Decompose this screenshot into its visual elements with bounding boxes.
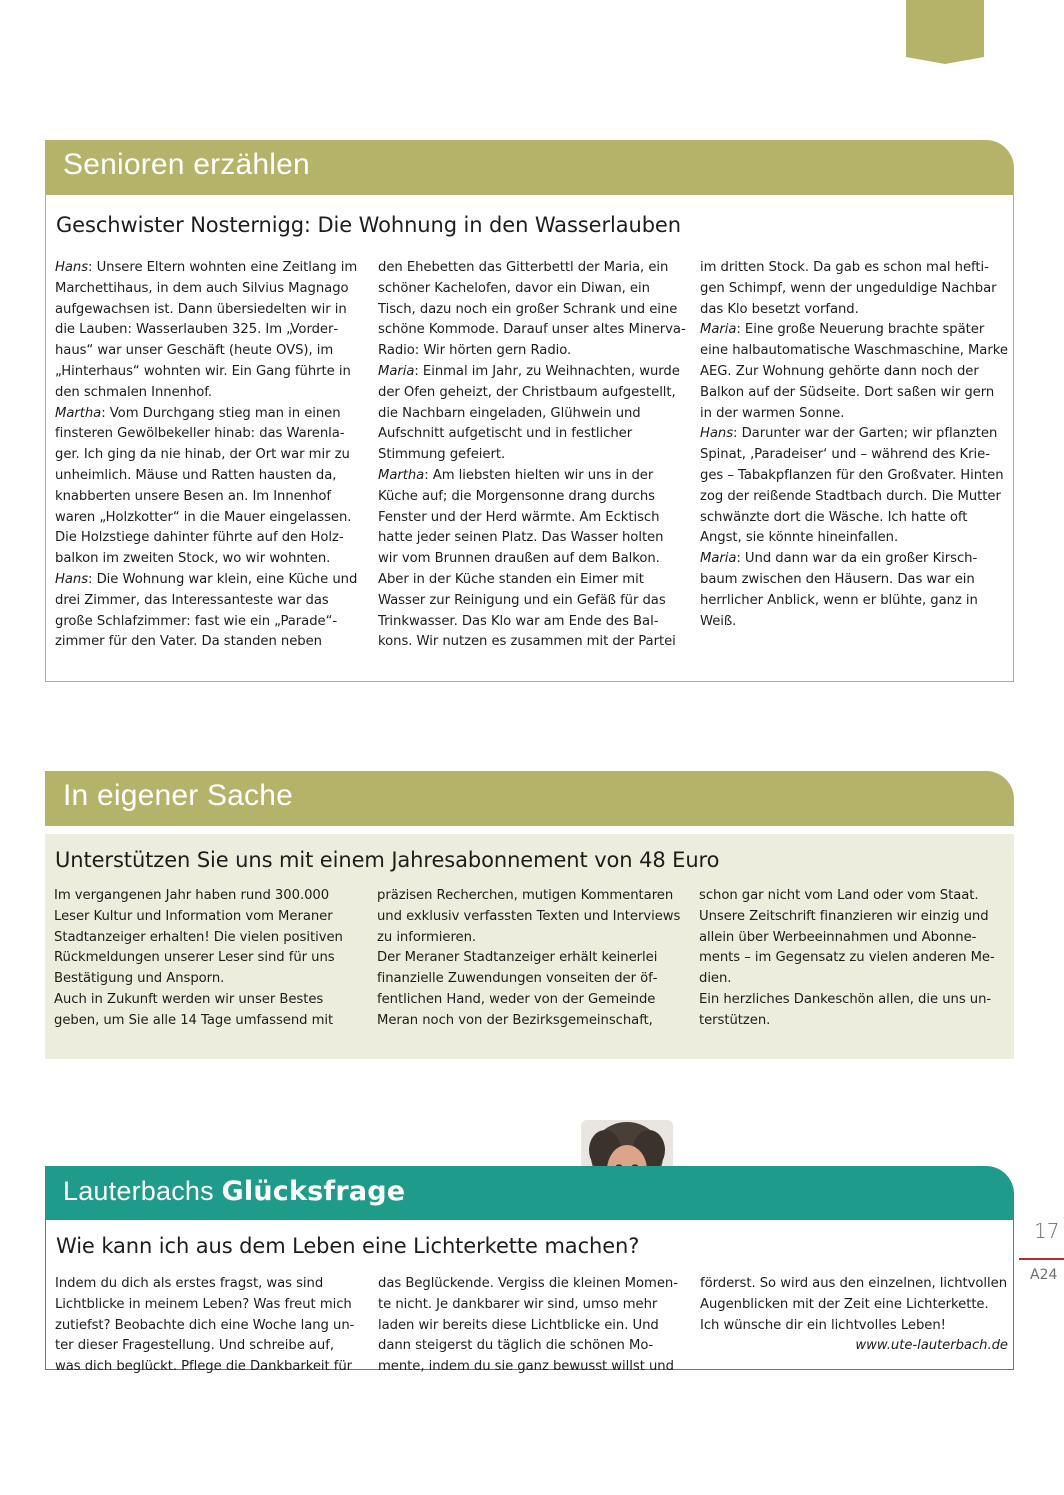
text-column-2 [378,258,686,653]
page-code: A24 [1030,1267,1058,1283]
text-column-3 [700,1274,1008,1357]
paragraph [55,258,363,404]
speaker-name: Martha [55,405,102,421]
paragraph: präzisen Recherchen, mutigen Kommentaren und exklusiv verfassten Texten und Interviews zu informieren. [377,888,681,945]
paragraph [700,424,1008,549]
section-in-eigener-sache [45,771,1014,1059]
paragraph-text: : Eine große Neuerung brachte später eine halbautomatische Waschmaschine, Marke AEG. Zur Wohnung gehörte dann noch der Balkon auf der Südseite. Dort saßen wir gern in der warmen Sonne. [700,322,1008,421]
paragraph-text: den Ehebetten das Gitterbettl der Maria, ein schöner Kachelofen, davor ein Diwan, ein Tisch, dazu noch ein großer Schrank und eine schöne Kommode. Darauf unser altes Minerva-Radio: Wir hörten gern Radio. [378,260,686,359]
paragraph-text: : Darunter war der Garten; wir pflanzten Spinat, ‚Paradeiser‘ und – während des Krieges – Tabakpflanzen für den Großvater. Hinten zog der reißende Stadtbach durch. Die Mutter schwänzte dort die Wäsche. Ich hatte oft Angst, sie könnte hineinfallen. [700,426,1004,546]
text-column-3 [699,886,1007,1032]
text-column-1 [55,1274,363,1378]
paragraph: Ein herzliches Dankeschön allen, die uns unterstützen. [699,991,992,1028]
article-box [45,1220,1014,1375]
paragraph-text: : Einmal im Jahr, zu Weihnachten, wurde der Ofen geheizt, der Christbaum aufgestellt, die Nachbarn eingeladen, Glühwein und Aufschnitt aufgetischt und in festlicher Stimmung gefeiert. [378,363,680,463]
paragraph: schon gar nicht vom Land oder vom Staat. Unsere Zeitschrift finanzieren wir einzig und allein über Werbeeinnahmen und Abonnements – im Gegensatz zu vielen anderen Medien. [699,888,995,987]
speaker-name: Martha [378,467,425,483]
website-link[interactable]: www.ute-lauterbach.de [855,1338,1008,1354]
section-header-band [45,140,1014,195]
paragraph: Auch in Zukunft werden wir unser Bestes geben, um Sie alle 14 Tage umfassend mit [54,991,334,1028]
paragraph-text: : Und dann war da ein großer Kirschbaum zwischen den Häusern. Das war ein herrlicher Anblick, wenn er blühte, ganz in Weiß. [700,551,978,629]
article-box [45,834,1014,1059]
speaker-name: Maria [700,322,737,338]
paragraph [378,466,686,653]
paragraph: das Beglückende. Vergiss die kleinen Momente nicht. Je dankbarer wir sind, umso mehr laden wir bereits diese Lichtblicke ein. Und dann steigerst du täglich die schönen Momente, indem du sie ganz bewusst willst und [378,1276,678,1375]
paragraph [700,320,1008,424]
text-column-1 [55,258,363,653]
speaker-name: Hans [700,426,734,442]
paragraph-text: : Die Wohnung war klein, eine Küche und drei Zimmer, das Interessanteste war das große Schlafzimmer: fast wie ein „Parade“-zimmer für den Vater. Da standen neben [55,571,358,650]
article-headline: Unterstützen Sie uns mit einem Jahresabonnement von 48 Euro [55,848,720,872]
section-title: Lauterbachs Glücksfrage [63,1176,406,1207]
speaker-name: Maria [700,551,737,567]
article-headline: Geschwister Nosternigg: Die Wohnung in den Wasserlauben [56,213,681,237]
page-number: 17 [1034,1219,1060,1243]
speaker-name: Hans [55,260,89,275]
speaker-name: Maria [378,363,415,379]
article-headline: Wie kann ich aus dem Leben eine Lichterkette machen? [56,1234,640,1258]
paragraph: Der Meraner Stadtanzeiger erhält keinerlei finanzielle Zuwendungen vonseiten der öffentlichen Hand, weder von der Gemeinde Meran noch von der Bezirksgemeinschaft, [377,950,658,1028]
section-gluecksfrage [45,1166,1014,1375]
paragraph [55,570,363,653]
paragraph: förderst. So wird aus den einzelnen, lichtvollen Augenblicken mit der Zeit eine Lichterkette. [700,1276,1008,1312]
paragraph: Im vergangenen Jahr haben rund 300.000 Leser Kultur und Information vom Meraner Stadtanzeiger erhalten! Die vielen positiven Rückmeldungen unserer Leser sind für uns Bestätigung und Ansporn. [54,888,343,987]
article-box [45,195,1014,682]
section-title: Senioren erzählen [63,148,310,181]
paragraph-text: : Am liebsten hielten wir uns in der Küche auf; die Morgensonne drang durchs Fenster und der Herd wärmte. Am Ecktisch hatte jeder seinen Platz. Das Wasser holten wir vom Brunnen draußen auf dem Balkon. Aber in der Küche standen ein Eimer mit Wasser zur Reinigung und ein Gefäß für das Trinkwasser. Das Klo war am Ende des Balkons. Wir nutzen es zusammen mit der Partei [378,467,676,650]
paragraph: Indem du dich als erstes fragst, was sind Lichtblicke in meinem Leben? Was freut mich zutiefst? Beobachte dich eine Woche lang unter dieser Fragestellung. Und schreibe auf, was dich beglückt. Pflege die Dankbarkeit für [55,1276,355,1375]
paragraph-text: im dritten Stock. Da gab es schon mal heftigen Schimpf, wenn der ungeduldige Nachbar das Klo besetzt vorfand. [700,260,997,317]
paragraph [378,362,686,466]
section-title: In eigener Sache [63,779,294,812]
speaker-name: Hans [55,571,89,587]
section-header-band [45,1166,1014,1220]
section-header-band [45,771,1014,826]
text-column-2 [377,886,685,1032]
paragraph-text: : Vom Durchgang stieg man in einen finsteren Gewölbekeller hinab: das Warenlager. Ich ging da nie hinab, der Ort war mir zu unheimlich. Mäuse und Ratten hausten da, knabberten unsere Besen an. Im Innenhof waren „Holzkotter“ in die Mauer eingelassen. Die Holzstiege dahinter führte auf den Holzbalkon im zweiten Stock, wo wir wohnten. [55,405,352,567]
page-number-rule [1019,1258,1064,1260]
paragraph [700,549,1008,632]
paragraph-text: : Unsere Eltern wohnten eine Zeitlang im Marchettihaus, in dem auch Silvius Magnago aufgewachsen ist. Dann übersiedelten wir in die Lauben: Wasserlauben 325. Im „Vorderhaus“ war unser Geschäft (heute OVS), im „Hinterhaus“ wohnten wir. Ein Gang führte in den schmalen Innenhof. [55,260,358,400]
text-column-2 [378,1274,686,1378]
corner-tab-decoration [906,0,984,64]
paragraph [700,258,1008,320]
paragraph [55,404,363,570]
paragraph: Ich wünsche dir ein lichtvolles Leben! [700,1317,946,1333]
paragraph [378,258,686,362]
text-column-3 [700,258,1008,632]
section-senioren [45,140,1014,682]
text-column-1 [54,886,362,1032]
